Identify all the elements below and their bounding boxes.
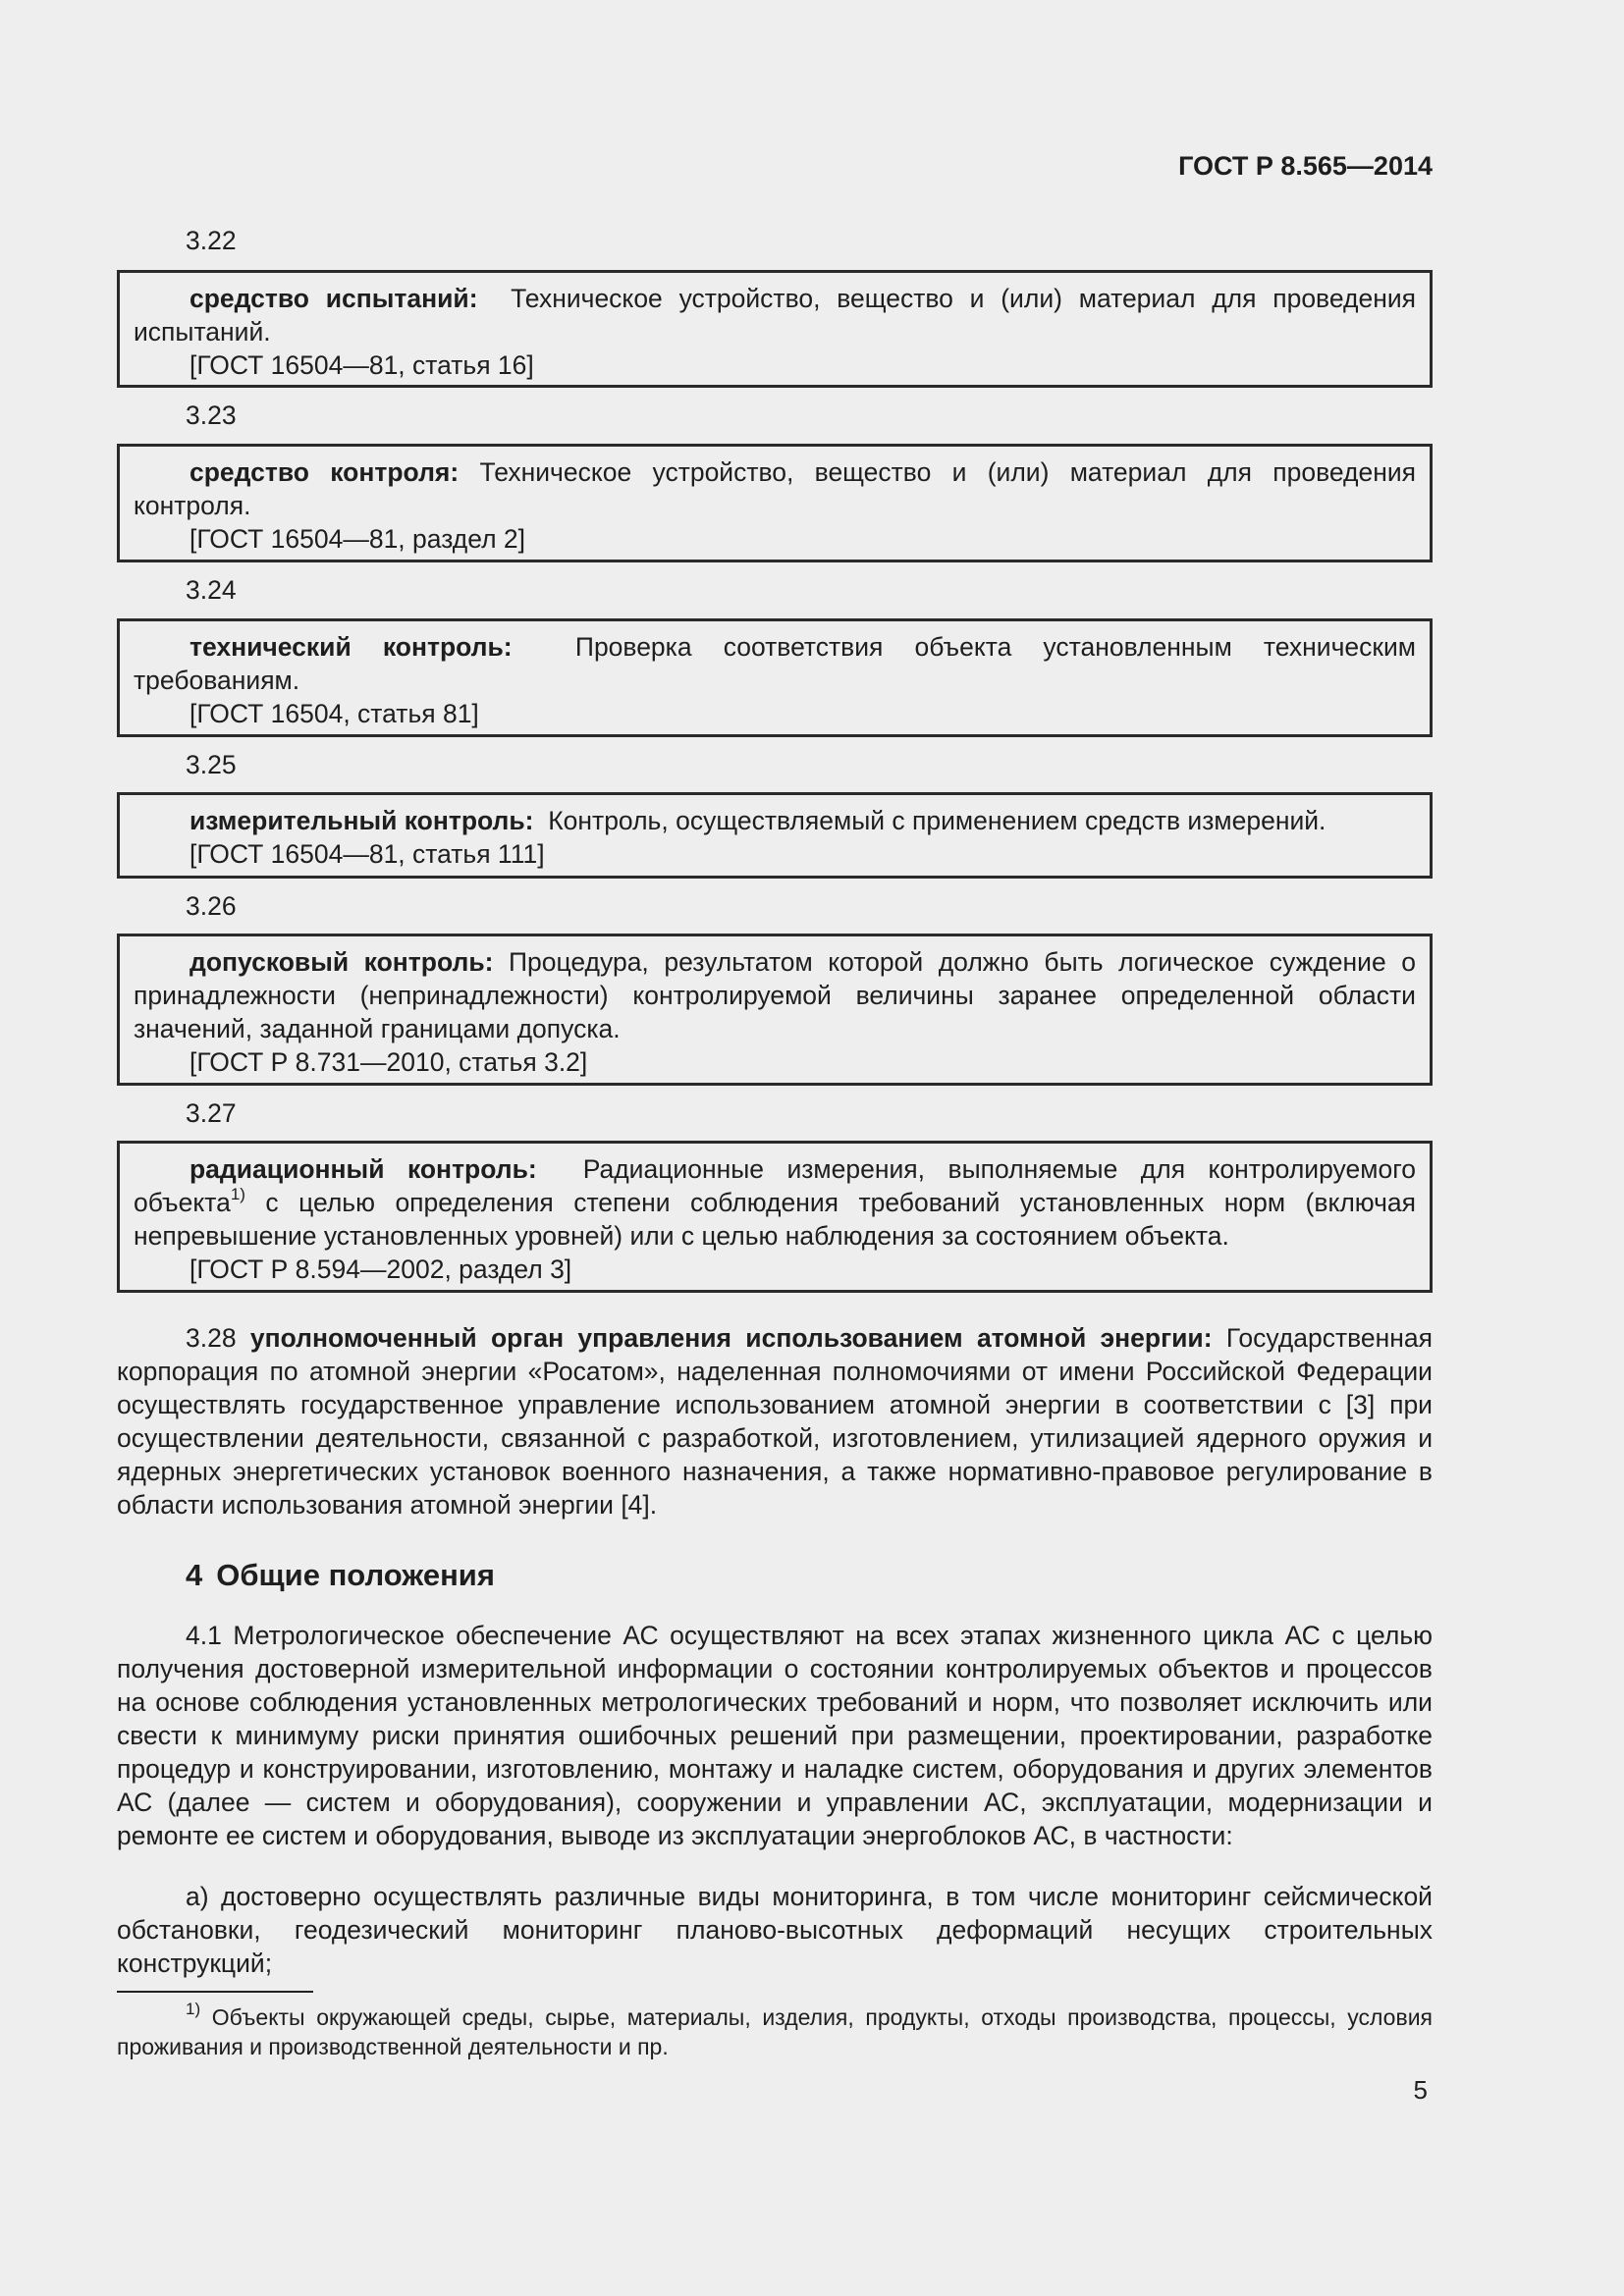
term: измерительный контроль:: [189, 806, 534, 835]
entry-number: 3.23: [186, 400, 237, 430]
definition-source: [ГОСТ 16504—81, раздел 2]: [189, 524, 526, 554]
entry-number: 3.27: [186, 1098, 237, 1128]
entry-number: 3.25: [186, 750, 237, 779]
definition-source: [ГОСТ 16504—81, статья 111]: [189, 839, 545, 869]
entry-number: 3.28: [186, 1323, 237, 1353]
definition-box-3-24: [117, 618, 1433, 737]
footnote: [117, 2002, 1433, 2061]
section-heading: [186, 1559, 495, 1592]
definition-box-3-26: [117, 934, 1433, 1086]
definition-text: [134, 804, 1416, 837]
definition: Радиационные измерения, выполняемые для контролируемого объекта: [134, 1154, 1417, 1217]
definition-box-3-25: [117, 792, 1433, 879]
definition-box-3-27: [117, 1141, 1433, 1293]
definition: Проверка соответствия объекта установленным техническим требованиям.: [134, 632, 1417, 695]
term: технический контроль:: [189, 632, 513, 662]
definition-text: [134, 945, 1416, 1045]
definition-text: [134, 455, 1416, 522]
footnote-mark: 1): [186, 2000, 201, 2019]
entry-number: 3.24: [186, 575, 237, 605]
definition-source: [ГОСТ 16504, статья 81]: [189, 699, 479, 728]
paragraph-4-1: 4.1 Метрологическое обеспечение АС осуществляют на всех этапах жизненного цикла АС с целью получения достоверной измерительной информации о состоянии контролируемых объектов и процессов на основе соблюдения установленных метрологических требований и норм, что позволяет исключить или свести к минимуму риски принятия ошибочных решений при размещении, проектировании, разработке процедур и конструировании, изготовлению, монтажу и наладке систем, оборудования и других элементов АС (далее — систем и оборудования), сооружении и управлении АС, эксплуатации, модернизации и ремонте ее систем и оборудования, выводе из эксплуатации энергоблоков АС, в частности:: [117, 1621, 1433, 1850]
footnote-separator: [117, 1991, 313, 1993]
definition: Процедура, результатом которой должно быть логическое суждение о принадлежности (непринадлежности) контролируемой величины заранее определенной области значений, заданной границами допуска.: [134, 947, 1416, 1043]
entry-number: 3.22: [186, 226, 237, 255]
section-number: 4: [186, 1558, 203, 1592]
definition-box-3-22: [117, 270, 1433, 388]
footnote-text: Объекты окружающей среды, сырье, материалы, изделия, продукты, отходы производства, процессы, условия проживания и производственной деятельности и пр.: [117, 2004, 1433, 2059]
entry-number: 3.26: [186, 891, 237, 921]
definition-source: [ГОСТ 16504—81, статья 16]: [189, 350, 534, 380]
document-id: ГОСТ Р 8.565—2014: [1178, 151, 1433, 181]
definition-continued: с целью определения степени соблюдения требований установленных норм (включая непревышение установленных уровней) или с целью наблюдения за состоянием объекта.: [134, 1188, 1416, 1251]
footnote-ref[interactable]: 1): [230, 1185, 245, 1204]
definition-text: [134, 1152, 1416, 1253]
definition-paragraph-3-28: [117, 1321, 1433, 1522]
term: средство контроля:: [189, 457, 460, 487]
term: уполномоченный орган управления использованием атомной энергии:: [249, 1323, 1213, 1353]
definition: Техническое устройство, вещество и (или) материал для проведения контроля.: [134, 457, 1417, 520]
definition: Государственная корпорация по атомной энергии «Росатом», наделенная полномочиями от имени Российской Федерации осуществлять государственное управление использованием атомной энергии в соответствии с [3] при осуществлении деятельности, связанной с разработкой, изготовлением, утилизацией ядерного оружия и ядерных энергетических установок военного назначения, а также нормативно-правовое регулирование в области использования атомной энергии [4].: [117, 1323, 1433, 1520]
definition-text: [134, 630, 1416, 697]
definition: Контроль, осуществляемый с применением средств измерений.: [548, 806, 1326, 835]
term: средство испытаний:: [189, 284, 478, 313]
term: радиационный контроль:: [189, 1154, 537, 1184]
definition: Техническое устройство, вещество и (или) материал для проведения испытаний.: [134, 284, 1416, 347]
definition-box-3-23: [117, 444, 1433, 562]
term: допусковый контроль:: [189, 947, 494, 977]
definition-source: [ГОСТ Р 8.594—2002, раздел 3]: [189, 1255, 572, 1284]
definition-source: [ГОСТ Р 8.731—2010, статья 3.2]: [189, 1047, 588, 1077]
definition-text: [134, 282, 1416, 348]
page-number: 5: [1413, 2075, 1428, 2105]
section-title: Общие положения: [216, 1558, 495, 1592]
list-item-a: а) достоверно осуществлять различные виды мониторинга, в том числе мониторинг сейсмической обстановки, геодезический мониторинг планово-высотных деформаций несущих строительных конструкций;: [117, 1882, 1433, 1978]
